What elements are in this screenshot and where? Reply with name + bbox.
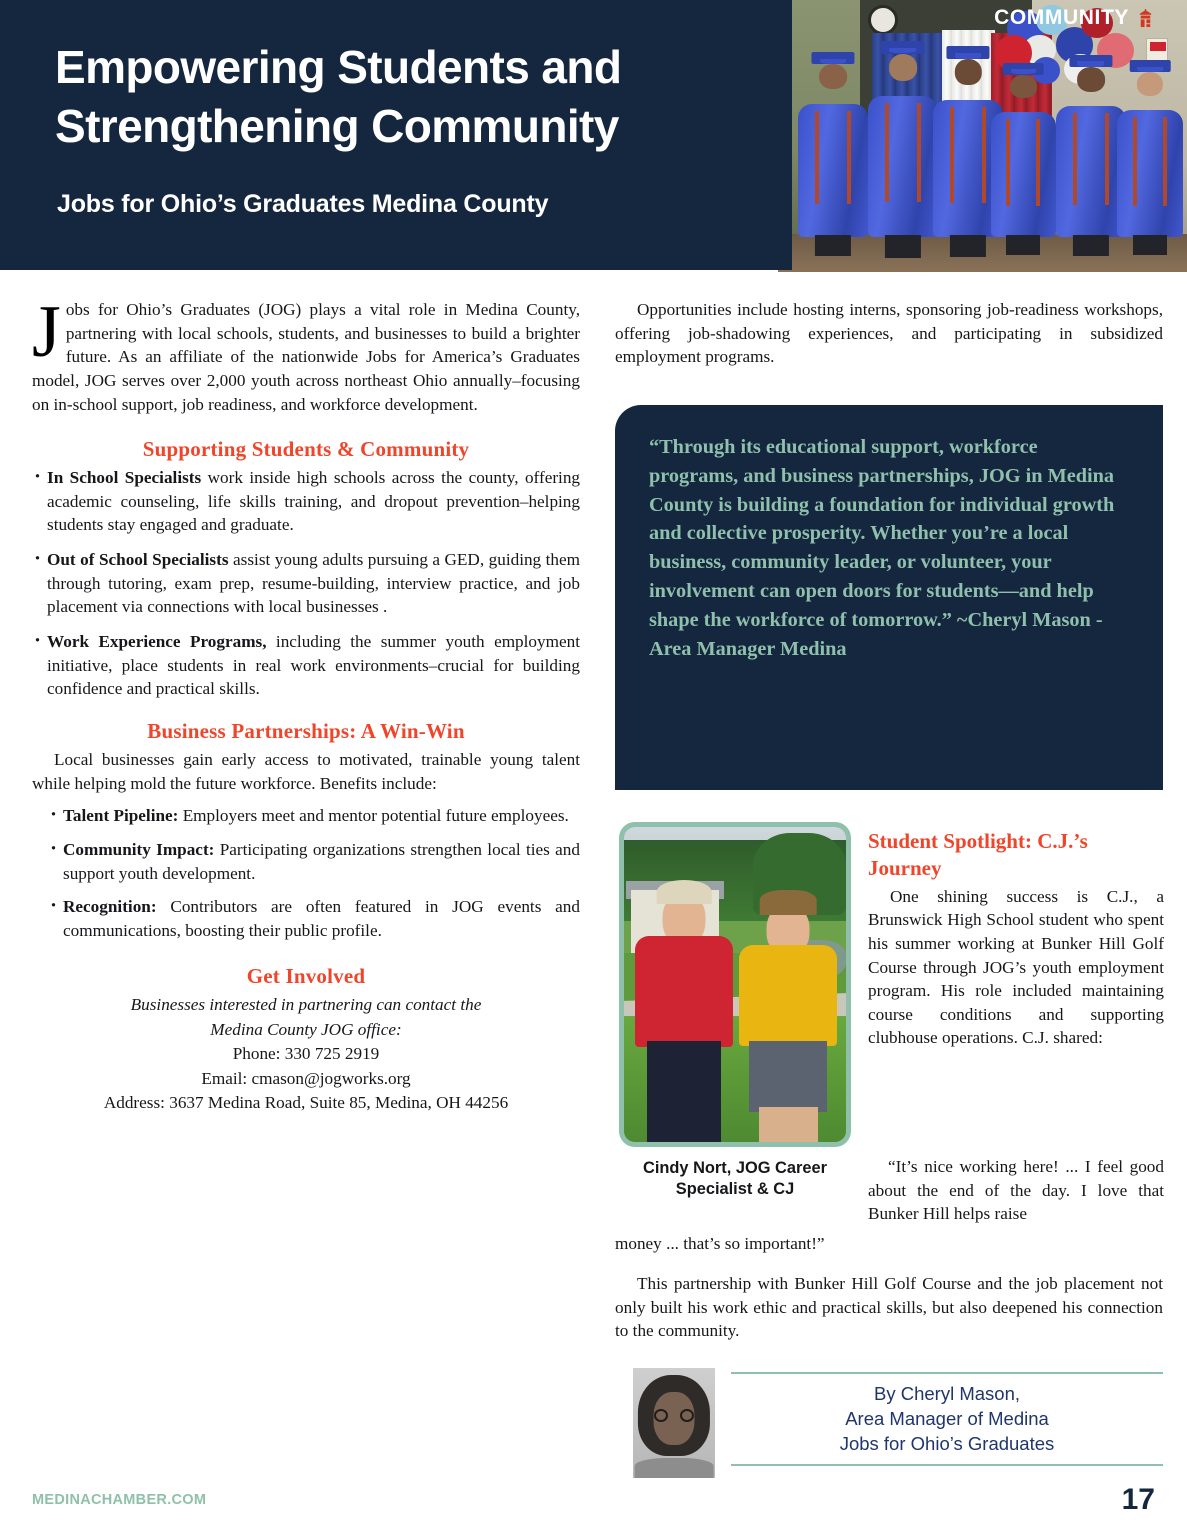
- opportunities-paragraph: Opportunities include hosting interns, sponsoring job-readiness workshops, offering job-shadowing experiences, and participating in subsidized employment programs.: [615, 300, 1163, 367]
- list-item-lead: Work Experience Programs,: [47, 632, 267, 652]
- list-item: [46, 838, 580, 885]
- list-item-text: assist young adults pursuing a GED, guiding them through tutoring, exam prep, resume-building, interview practice, and job placement via connections with local businesses .: [47, 550, 581, 617]
- category-tag-label: COMMUNITY: [994, 6, 1129, 29]
- byline-rule-bottom: [731, 1464, 1163, 1466]
- page-subtitle: Jobs for Ohio’s Graduates Medina County: [57, 190, 549, 218]
- cj-quote-tail: money ... that’s so important!”: [615, 1234, 825, 1253]
- header-graduates-photo: [778, 0, 1187, 272]
- list-item-text: Employers meet and mentor potential future employees.: [178, 806, 569, 826]
- supporting-students-list: [32, 466, 580, 701]
- get-involved-block: [32, 993, 580, 1115]
- page-header: [0, 0, 1187, 270]
- intro-paragraph: [32, 291, 580, 416]
- building-icon: [1136, 9, 1155, 28]
- list-item: [32, 548, 580, 619]
- glasses-icon: [654, 1409, 668, 1422]
- student-spotlight-block: [868, 828, 1164, 1050]
- list-item-lead: Community Impact:: [63, 839, 215, 859]
- byline-line-1: By Cheryl Mason,: [874, 1383, 1020, 1404]
- list-item-lead: Out of School Specialists: [47, 550, 229, 570]
- intro-paragraph-text: obs for Ohio’s Graduates (JOG) plays a vital role in Medina County, partnering with local schools, students, and businesses to build a brighter future. As an affiliate of the nationwide Jobs for America’s Graduates model, JOG serves over 2,000 youth across northeast Ohio annually–focusing on in-school support, job readiness, and workforce development.: [32, 300, 580, 414]
- contact-address: Address: 3637 Medina Road, Suite 85, Medina, OH 44256: [103, 1093, 509, 1113]
- golf-photo-caption: Cindy Nort, JOG Career Specialist & CJ: [643, 1159, 827, 1199]
- cap-icon: [657, 880, 712, 904]
- person-cj: [739, 890, 837, 1142]
- cap-icon: [760, 890, 817, 915]
- author-byline: [633, 1368, 1163, 1478]
- list-item: [46, 895, 580, 942]
- business-partnerships-intro: Local businesses gain early access to motivated, trainable young talent while helping mold the future workforce. Benefits include:: [32, 749, 580, 793]
- drop-cap: J: [32, 291, 61, 373]
- golf-course-photo: [619, 822, 851, 1147]
- contact-phone: Phone: 330 725 2919: [232, 1044, 380, 1064]
- contact-email: Email: cmason@jogworks.org: [201, 1068, 411, 1088]
- byline-lines: [731, 1374, 1163, 1464]
- heading-supporting-students: Supporting Students & Community: [142, 437, 470, 462]
- spotlight-paragraph: One shining success is C.J., a Brunswick High School student who spent his summer working at Bunker Hill Golf Course through JOG’s youth employment program. His role included maintaining course conditions and supporting clubhouse operations. C.J. shared:: [868, 886, 1164, 1048]
- footer-website[interactable]: MEDINACHAMBER.COM: [32, 1492, 207, 1508]
- list-item-text: including the summer youth employment initiative, place students in real work environments–crucial for building confidence and practical skills.: [47, 632, 580, 699]
- pull-quote-box: [615, 405, 1163, 790]
- left-column: [32, 291, 581, 1116]
- heading-business-partnerships: Business Partnerships: A Win-Win: [147, 718, 465, 743]
- header-navy-edge-strip: [770, 0, 792, 270]
- right-column-top: [615, 298, 1163, 371]
- cj-quote-text: “It’s nice working here! ... I feel good about the end of the day. I love that Bunker Hill helps raise: [868, 1157, 1164, 1224]
- list-item: [46, 804, 580, 828]
- author-headshot: [633, 1368, 715, 1478]
- page-title: Empowering Students and Strengthening Community: [55, 41, 622, 152]
- byline-text-block: [731, 1368, 1163, 1466]
- category-tag: [994, 6, 1155, 30]
- list-item: [32, 630, 580, 701]
- get-involved-italic-text: Businesses interested in partnering can contact the Medina County JOG office:: [130, 995, 482, 1039]
- byline-line-3: Jobs for Ohio’s Graduates: [839, 1433, 1055, 1455]
- byline-line-2: Area Manager of Medina: [845, 1408, 1049, 1430]
- list-item-text: work inside high schools across the county, offering academic counseling, life skills training, and dropout prevention–helping students stay engaged and graduate.: [47, 468, 581, 535]
- list-item: [32, 466, 580, 537]
- glasses-icon: [680, 1409, 694, 1422]
- list-item-text: Contributors are often featured in JOG events and communications, boosting their public profile.: [63, 897, 580, 940]
- heading-student-spotlight: Student Spotlight: C.J.’s Journey: [868, 829, 1088, 881]
- list-item-lead: In School Specialists: [47, 468, 202, 488]
- list-item-lead: Talent Pipeline:: [63, 806, 179, 826]
- list-item-text: Participating organizations strengthen local ties and support youth development.: [63, 839, 580, 883]
- list-item-lead: Recognition:: [63, 897, 157, 917]
- footer-page-number: 17: [1121, 1483, 1155, 1516]
- benefits-list: [46, 804, 580, 942]
- heading-get-involved: Get Involved: [246, 964, 366, 989]
- person-cindy-nort: [635, 877, 733, 1142]
- closing-paragraph: This partnership with Bunker Hill Golf Course and the job placement not only built his work ethic and practical skills, but also deepened his connection to the community.: [615, 1274, 1163, 1341]
- pull-quote-text: “Through its educational support, workforce programs, and business partnerships, JOG in Medina County is building a foundation for individual growth and collective prosperity. Whether you’re a local business, community leader, or volunteer, your involvement can open doors for students—and help shape the workforce of tomorrow.” ~Cheryl Mason -Area Manager Medina: [649, 436, 1115, 660]
